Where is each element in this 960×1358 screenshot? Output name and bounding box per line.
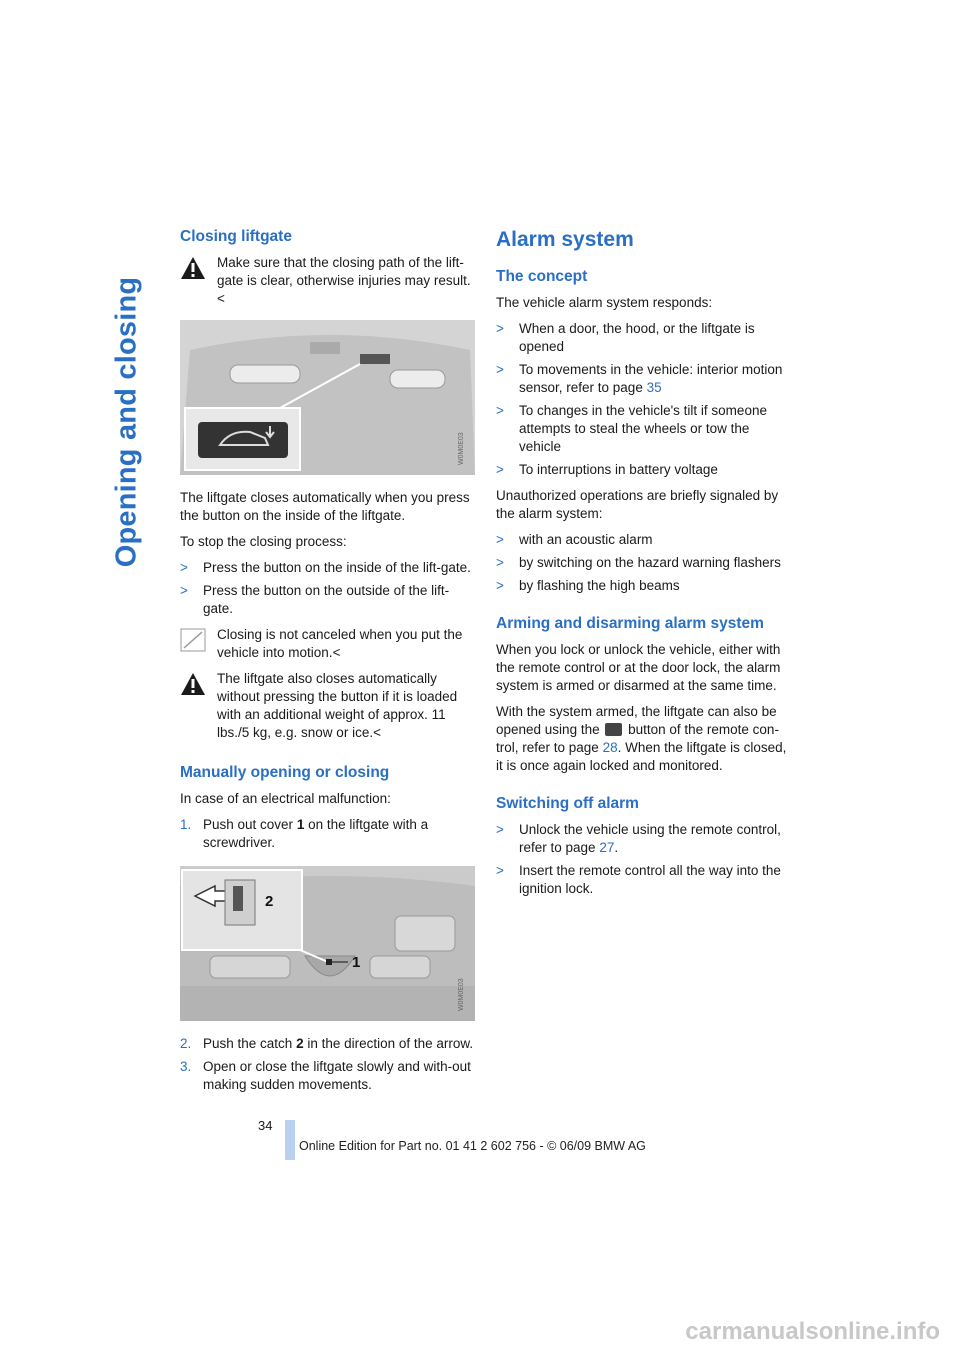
remote-liftgate-button-icon — [605, 723, 622, 736]
list-item: > by switching on the hazard warning flashers — [496, 555, 781, 570]
liftgate-button-figure — [180, 320, 475, 475]
warning-closing-path — [180, 254, 476, 308]
closing-liftgate-heading: Closing liftgate — [180, 228, 292, 245]
step-text-post: in the direction of the arrow. — [303, 1036, 474, 1051]
step-text-post: on the liftgate with a screwdriver. — [203, 817, 429, 850]
list-item-text: When a door, the hood, or the liftgate is opened — [519, 321, 755, 354]
list-item-text: Press the button on the inside of the lift-gate. — [203, 560, 471, 575]
note-icon — [180, 628, 206, 652]
step-text: Push the catch — [203, 1036, 297, 1051]
step-text: Open or close the liftgate slowly and with-out making sudden movements. — [203, 1059, 471, 1092]
fig2-label-1: 1 — [352, 954, 361, 971]
warning2-text: The liftgate also closes automatically without pressing the button if it is loaded with an additional weight of approx. 11 lbs./5 kg, e.g. snow or ice. — [217, 671, 458, 740]
warning-triangle-icon — [180, 672, 206, 696]
end-mark: < — [373, 725, 381, 740]
list-item-text: To changes in the vehicle's tilt if someone attempts to steal the wheels or tow the vehicle — [519, 403, 767, 454]
concept-heading: The concept — [496, 268, 588, 285]
list-item-text: To interruptions in battery voltage — [519, 462, 718, 477]
list-item-text: with an acoustic alarm — [519, 532, 653, 547]
armed-post: . When the liftgate is closed, it is once again locked and monitored. — [496, 740, 787, 773]
armed-mid: button of the remote con-trol, refer to page — [496, 722, 779, 755]
step-text: Push out cover — [203, 817, 297, 832]
liftgate-cover-figure — [180, 866, 475, 1021]
page-link[interactable]: 35 — [646, 380, 662, 395]
list-item-text: To movements in the vehicle: interior motion sensor, refer to page — [519, 362, 783, 395]
armed-pre: With the system armed, the liftgate can also be opened using the — [496, 704, 777, 737]
end-mark: < — [332, 645, 341, 660]
fig2-code: W0M0E03 — [458, 978, 465, 1011]
list-item — [180, 582, 476, 618]
right-column — [496, 228, 792, 906]
page-link[interactable]: 28 — [602, 740, 618, 755]
list-item — [180, 1035, 476, 1053]
step-number: 3. — [180, 1059, 192, 1074]
list-item: > Insert the remote control all the way into the ignition lock. — [496, 863, 781, 896]
warning-additional-weight — [180, 670, 476, 742]
list-item: > with an acoustic alarm — [496, 532, 653, 547]
switch-off-list — [496, 821, 792, 898]
end-mark: < — [217, 291, 225, 306]
list-item — [180, 1058, 476, 1094]
list-item-text: by switching on the hazard warning flashers — [519, 555, 781, 570]
fig2-label-2: 2 — [265, 893, 274, 910]
list-item-text: Insert the remote control all the way into the ignition lock. — [519, 863, 781, 896]
manual-steps-2 — [180, 1035, 476, 1094]
watermark: carmanualsonline.info — [685, 1318, 940, 1345]
list-item: > by flashing the high beams — [496, 578, 680, 593]
stop-closing-list — [180, 559, 476, 618]
note1-text: Closing is not canceled when you put the vehicle into motion. — [217, 627, 463, 660]
stop-closing-intro: To stop the closing process: — [180, 534, 347, 549]
list-item — [180, 816, 476, 852]
warning1-text: Make sure that the closing path of the lift-gate is clear, otherwise injuries may result. — [217, 255, 471, 288]
signal-list — [496, 531, 792, 595]
page-number: 34 — [258, 1118, 273, 1133]
list-item: > To movements in the vehicle: interior motion sensor, refer to page 35 — [496, 362, 783, 395]
arming-text: When you lock or unlock the vehicle, either with the remote control or at the door lock, the alarm system is armed or disarmed at the same time. — [496, 642, 781, 693]
manual-steps-1 — [180, 816, 476, 852]
step-number: 1. — [180, 817, 192, 832]
list-item: > To changes in the vehicle's tilt if someone attempts to steal the wheels or tow the vehicle — [496, 403, 767, 454]
list-item-text: Unlock the vehicle using the remote control, refer to page — [519, 822, 781, 855]
fig1-code: W0M0E03 — [458, 432, 465, 465]
footer-edition: Online Edition for Part no. 01 41 2 602 756 - © 06/09 BMW AG — [299, 1139, 646, 1153]
step-bold: 2 — [296, 1036, 304, 1051]
list-item: > To interruptions in battery voltage — [496, 462, 718, 477]
page-link[interactable]: 27 — [599, 840, 615, 855]
alarm-system-heading: Alarm system — [496, 228, 634, 251]
bullet-marker: > — [180, 583, 188, 598]
step-bold: 1 — [296, 817, 305, 832]
liftgate-interior-illustration — [180, 320, 475, 475]
liftgate-auto-close-text: The liftgate closes automatically when you press the button on the inside of the liftgate. — [180, 490, 470, 523]
arming-heading: Arming and disarming alarm system — [496, 615, 764, 632]
bullet-marker: > — [180, 560, 188, 575]
side-chapter-title — [97, 232, 157, 612]
signal-intro: Unauthorized operations are briefly signaled by the alarm system: — [496, 488, 779, 521]
side-chapter-title-text: Opening and closing — [110, 276, 143, 568]
concept-intro: The vehicle alarm system responds: — [496, 295, 713, 310]
warning-triangle-icon — [180, 256, 206, 280]
list-item — [180, 559, 476, 577]
list-item-text: by flashing the high beams — [519, 578, 680, 593]
switch-off-heading: Switching off alarm — [496, 795, 639, 812]
armed-liftgate-text — [496, 703, 792, 775]
list-item: > Unlock the vehicle using the remote control, refer to page 27. — [496, 822, 781, 855]
note-not-canceled — [180, 626, 476, 662]
step-number: 2. — [180, 1036, 192, 1051]
manual-heading: Manually opening or closing — [180, 764, 390, 781]
list-item: > When a door, the hood, or the liftgate is opened — [496, 321, 755, 354]
left-column — [180, 228, 476, 1102]
liftgate-cover-illustration — [180, 866, 475, 1021]
concept-list — [496, 320, 792, 479]
list-item-tail: . — [614, 840, 619, 855]
electrical-malfunction-text: In case of an electrical malfunction: — [180, 791, 391, 806]
list-item-text: Press the button on the outside of the lift-gate. — [203, 583, 450, 616]
footer-bar — [285, 1120, 295, 1160]
